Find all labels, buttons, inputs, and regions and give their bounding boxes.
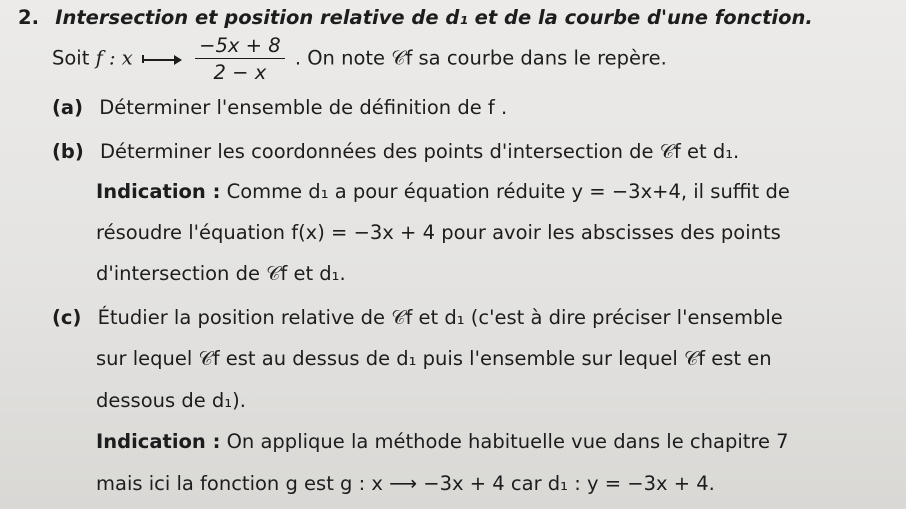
intro-line bbox=[52, 34, 667, 84]
question-a bbox=[52, 96, 507, 119]
intro-suffix: . On note 𝒞f sa courbe dans le repère. bbox=[294, 46, 667, 70]
fraction-denominator: 2 − x bbox=[213, 61, 267, 84]
question-c-line3: dessous de d₁). bbox=[96, 389, 246, 412]
exercise-title-line bbox=[18, 6, 813, 29]
hint-c-text1: On applique la méthode habituelle vue dans le chapitre 7 bbox=[226, 430, 789, 453]
question-a-label: (a) bbox=[52, 96, 83, 119]
exercise-title: Intersection et position relative de d₁ et de la courbe d'une fonction. bbox=[55, 6, 813, 29]
hint-c-line1 bbox=[96, 430, 789, 453]
function-name: f : x bbox=[95, 46, 133, 70]
hint-b-line2: résoudre l'équation f(x) = −3x + 4 pour avoir les abscisses des points bbox=[96, 221, 781, 244]
fraction-numerator: −5x + 8 bbox=[195, 34, 284, 59]
question-b-text: Déterminer les coordonnées des points d'intersection de 𝒞f et d₁. bbox=[100, 140, 740, 163]
question-b-label: (b) bbox=[52, 140, 84, 163]
question-c-line2: sur lequel 𝒞f est au dessus de d₁ puis l'ensemble sur lequel 𝒞f est en bbox=[96, 347, 772, 370]
question-c-label: (c) bbox=[52, 306, 82, 329]
question-b bbox=[52, 140, 739, 163]
hint-b-text1: Comme d₁ a pour équation réduite y = −3x+4, il suffit de bbox=[226, 180, 790, 203]
intro-prefix: Soit bbox=[52, 46, 90, 70]
hint-b-line1 bbox=[96, 180, 790, 203]
hint-c-heading: Indication : bbox=[96, 430, 221, 453]
maps-to-arrow bbox=[142, 54, 182, 64]
exercise-number: 2. bbox=[18, 6, 39, 29]
question-c-text1: Étudier la position relative de 𝒞f et d₁ (c'est à dire préciser l'ensemble bbox=[97, 306, 783, 329]
question-c bbox=[52, 306, 783, 329]
question-a-text: Déterminer l'ensemble de définition de f . bbox=[99, 96, 508, 119]
hint-b-line3: d'intersection de 𝒞f et d₁. bbox=[96, 262, 346, 285]
hint-c-line2: mais ici la fonction g est g : x ⟶ −3x + 4 car d₁ : y = −3x + 4. bbox=[96, 472, 715, 495]
function-fraction bbox=[195, 34, 284, 84]
hint-b-heading: Indication : bbox=[96, 180, 221, 203]
